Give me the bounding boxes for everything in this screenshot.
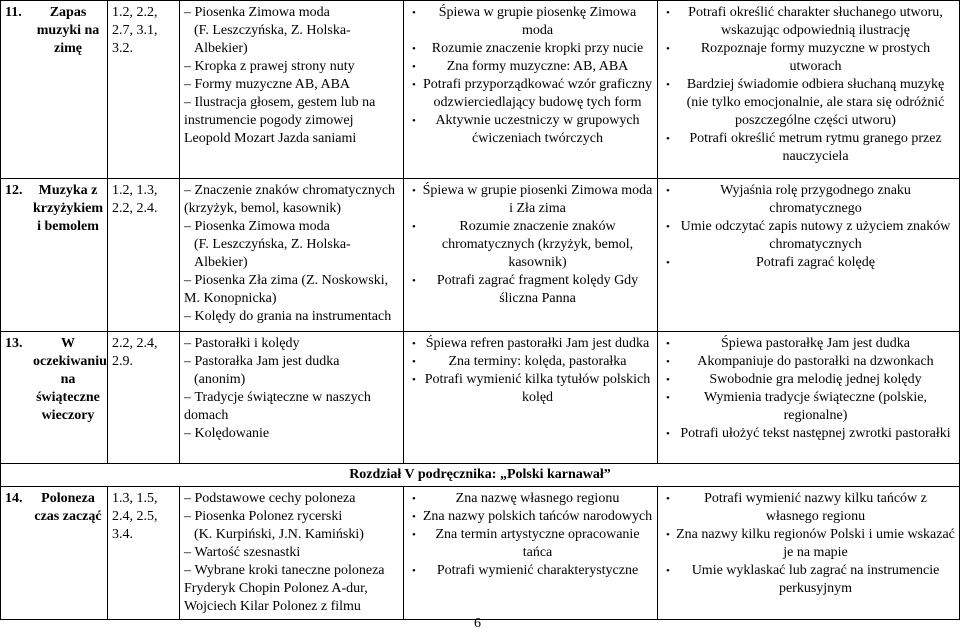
- list-item: • Rozpoznaje formy muzyczne w prostych utworach: [676, 40, 955, 76]
- lesson-cell: [1, 179, 108, 332]
- lesson-number: 11.: [5, 5, 22, 20]
- list-item: • Zna nazwy kilku regionów Polski i umie wskazać je na mapie: [676, 526, 955, 562]
- content-line: (F. Leszczyńska, Z. Holska-Albekier): [194, 23, 351, 56]
- content-line: – Piosenka Zimowa moda: [184, 4, 399, 22]
- lesson-cell: [1, 487, 108, 620]
- list-item: • Potrafi ułożyć tekst następnej zwrotki pastorałki: [676, 425, 955, 443]
- list-item: • Umie odczytać zapis nutowy z użyciem znaków chromatycznych: [676, 218, 955, 254]
- lesson-topic: Zapas muzyki na zimę: [36, 5, 100, 56]
- basic-requirements: [404, 487, 658, 620]
- list-item: • Potrafi wymienić charakterystyczne: [422, 562, 653, 580]
- page-number: 6: [474, 616, 481, 631]
- content-line: (F. Leszczyńska, Z. Holska-Albekier): [194, 237, 351, 270]
- extended-list: [662, 335, 955, 443]
- lesson-content: [180, 1, 404, 179]
- extended-requirements: [658, 179, 960, 332]
- lesson-content: [180, 332, 404, 464]
- curriculum-refs: 1.3, 1.5, 2.4, 2.5, 3.4.: [108, 487, 180, 620]
- lesson-topic: Muzyka z krzyżykiem i bemolem: [33, 183, 103, 234]
- list-item: • Śpiewa w grupie piosenkę Zimowa moda: [422, 4, 653, 40]
- lesson-cell: [1, 332, 108, 464]
- lesson-number: 12.: [5, 183, 23, 198]
- content-line: (K. Kurpiński, J.N. Kamiński): [194, 527, 364, 542]
- extended-list: [662, 4, 955, 166]
- list-item: • Rozumie znaczenie kropki przy nucie: [422, 40, 653, 58]
- content-line: (anonim): [194, 372, 246, 387]
- list-item: • Zna termin artystyczne opracowanie tańca: [422, 526, 653, 562]
- content-line: – Podstawowe cechy poloneza: [184, 490, 399, 508]
- list-item: • Śpiewa pastorałkę Jam jest dudka: [676, 335, 955, 353]
- content-line: – Kolędowanie: [184, 425, 399, 443]
- lesson-number: 14.: [5, 491, 23, 506]
- table-row: [1, 1, 960, 179]
- lesson-topic: Poloneza czas zacząć: [34, 491, 102, 524]
- lesson-number: 13.: [5, 336, 23, 351]
- lesson-content: [180, 487, 404, 620]
- list-item: • Potrafi określić metrum rytmu granego przez nauczyciela: [676, 130, 955, 166]
- basic-list: [408, 4, 653, 148]
- table-row: [1, 332, 960, 464]
- list-item: • Śpiewa w grupie piosenki Zimowa moda i Zła zima: [422, 182, 653, 218]
- list-item: • Śpiewa refren pastorałki Jam jest dudka: [422, 335, 653, 353]
- list-item: • Potrafi określić charakter słuchanego utworu, wskazując odpowiednią ilustrację: [676, 4, 955, 40]
- basic-requirements: [404, 332, 658, 464]
- table-row: [1, 487, 960, 620]
- content-line: – Ilustracja głosem, gestem lub na instrumencie pogody zimowej: [184, 94, 399, 130]
- content-line: – Tradycje świąteczne w naszych domach: [184, 389, 399, 425]
- list-item: • Bardziej świadomie odbiera słuchaną muzykę (nie tylko emocjonalnie, ale stara się odróżnić poszczególne części utworu): [676, 76, 955, 130]
- extended-list: [662, 490, 955, 598]
- list-item: • Umie wyklaskać lub zagrać na instrumencie perkusyjnym: [676, 562, 955, 598]
- list-item: • Akompaniuje do pastorałki na dzwonkach: [676, 353, 955, 371]
- list-item: • Zna formy muzyczne: AB, ABA: [422, 58, 653, 76]
- list-item: • Zna nazwę własnego regionu: [422, 490, 653, 508]
- curriculum-refs: 1.2, 2.2, 2.7, 3.1, 3.2.: [108, 1, 180, 179]
- list-item: • Potrafi przyporządkować wzór graficzny odzwierciedlający budowę tych form: [422, 76, 653, 112]
- content-line: – Wybrane kroki taneczne poloneza: [184, 562, 399, 580]
- list-item: • Rozumie znaczenie znaków chromatycznych (krzyżyk, bemol, kasownik): [422, 218, 653, 272]
- content-line: – Piosenka Polonez rycerski: [184, 508, 399, 526]
- content-line: – Formy muzyczne AB, ABA: [184, 76, 399, 94]
- lesson-topic: W oczekiwaniu na świąteczne wieczory: [33, 336, 107, 423]
- content-line: Fryderyk Chopin Polonez A-dur, Wojciech Kilar Polonez z filmu: [184, 581, 368, 614]
- content-line: – Kropka z prawej strony nuty: [184, 58, 399, 76]
- list-item: • Potrafi zagrać fragment kolędy Gdy śliczna Panna: [422, 272, 653, 308]
- basic-list: [408, 490, 653, 580]
- basic-list: [408, 335, 653, 407]
- content-line: – Wartość szesnastki: [184, 544, 399, 562]
- content-line: – Znaczenie znaków chromatycznych (krzyżyk, bemol, kasownik): [184, 182, 399, 218]
- list-item: • Wymienia tradycje świąteczne (polskie, regionalne): [676, 389, 955, 425]
- basic-requirements: [404, 179, 658, 332]
- list-item: • Wyjaśnia rolę przygodnego znaku chromatycznego: [676, 182, 955, 218]
- list-item: • Aktywnie uczestniczy w grupowych ćwiczeniach twórczych: [422, 112, 653, 148]
- chapter-row: [1, 464, 960, 487]
- content-line: – Piosenka Zła zima (Z. Noskowski, M. Konopnicka): [184, 272, 399, 308]
- list-item: • Zna nazwy polskich tańców narodowych: [422, 508, 653, 526]
- content-line: – Pastorałka Jam jest dudka: [184, 353, 399, 371]
- content-line: Leopold Mozart Jazda saniami: [184, 131, 357, 146]
- curriculum-refs: 2.2, 2.4, 2.9.: [108, 332, 180, 464]
- list-item: • Zna terminy: kolęda, pastorałka: [422, 353, 653, 371]
- basic-requirements: [404, 1, 658, 179]
- chapter-heading: Rozdział V podręcznika: „Polski karnawał”: [1, 464, 960, 487]
- extended-list: [662, 182, 955, 272]
- content-line: – Pastorałki i kolędy: [184, 335, 399, 353]
- extended-requirements: [658, 1, 960, 179]
- basic-list: [408, 182, 653, 308]
- extended-requirements: [658, 487, 960, 620]
- list-item: • Potrafi wymienić nazwy kilku tańców z własnego regionu: [676, 490, 955, 526]
- content-line: – Kolędy do grania na instrumentach: [184, 308, 399, 326]
- curriculum-refs: 1.2, 1.3, 2.2, 2.4.: [108, 179, 180, 332]
- table-row: [1, 179, 960, 332]
- content-line: – Piosenka Zimowa moda: [184, 218, 399, 236]
- lesson-cell: [1, 1, 108, 179]
- extended-requirements: [658, 332, 960, 464]
- list-item: • Potrafi wymienić kilka tytułów polskich kolęd: [422, 371, 653, 407]
- list-item: • Swobodnie gra melodię jednej kolędy: [676, 371, 955, 389]
- lesson-content: [180, 179, 404, 332]
- list-item: • Potrafi zagrać kolędę: [676, 254, 955, 272]
